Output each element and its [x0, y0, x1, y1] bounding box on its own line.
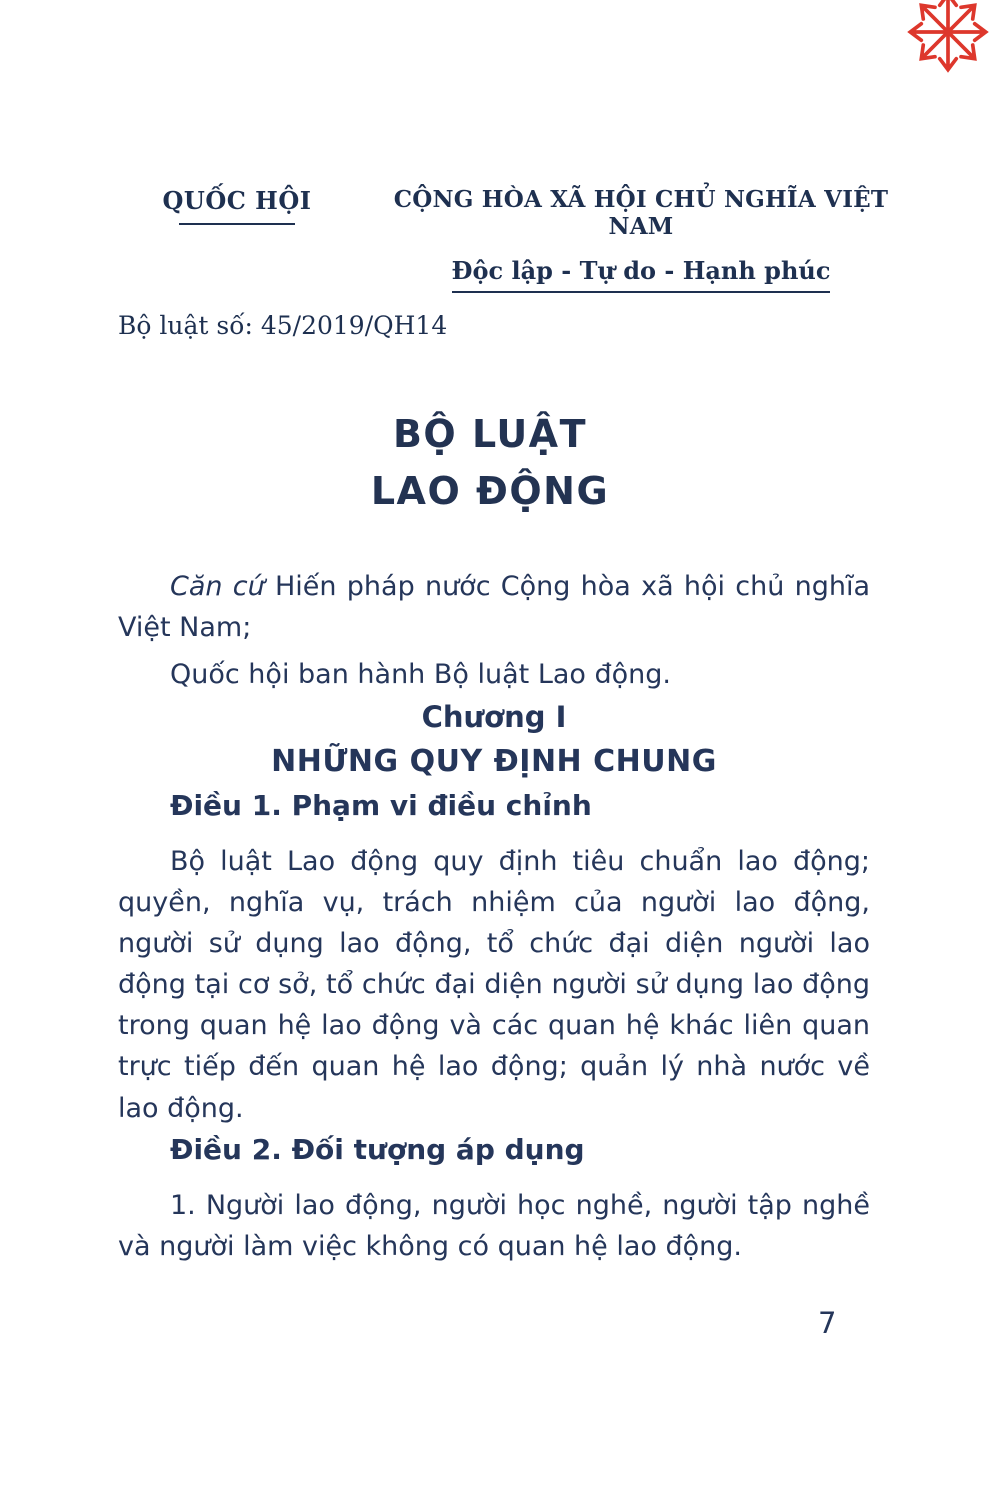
- national-block: [362, 186, 920, 293]
- article-1-heading: Điều 1. Phạm vi điều chỉnh: [170, 788, 592, 822]
- article-2-heading: Điều 2. Đối tượng áp dụng: [170, 1132, 585, 1166]
- national-motto: Độc lập - Tự do - Hạnh phúc: [452, 256, 831, 293]
- chapter-title: NHỮNG QUY ĐỊNH CHUNG: [271, 744, 717, 780]
- page-number: 7: [818, 1306, 837, 1340]
- issuer-block: [112, 186, 362, 293]
- law-number: Bộ luật số: 45/2019/QH14: [118, 311, 448, 340]
- chapter-label: Chương I: [421, 700, 567, 735]
- preamble-lead-italic: Căn cứ: [170, 571, 265, 602]
- publisher-logo-icon: [902, 0, 994, 78]
- document-title: [0, 406, 1000, 520]
- national-title: CỘNG HÒA XÃ HỘI CHỦ NGHĨA VIỆT NAM: [393, 186, 889, 240]
- preamble-line-1-rest: Hiến pháp nước Cộng hòa xã hội chủ nghĩa Việt Nam;: [118, 571, 870, 644]
- article-1-paragraph: Bộ luật Lao động quy định tiêu chuẩn lao động; quyền, nghĩa vụ, trách nhiệm của người lao động, người sử dụng lao động, tổ chức đại diện người lao động tại cơ sở, tổ chức đại diện người sử dụng lao động trong quan hệ lao động và các quan hệ khác liên quan trực tiếp đến quan hệ lao động; quản lý nhà nước về lao động.: [118, 846, 870, 1124]
- preamble: [118, 566, 870, 695]
- document-title-line1: BỘ LUẬT: [392, 412, 588, 456]
- preamble-line-1: [118, 566, 870, 648]
- document-header: [0, 0, 1000, 293]
- preamble-line-2: Quốc hội ban hành Bộ luật Lao động.: [170, 659, 672, 691]
- document-title-line2: LAO ĐỘNG: [370, 469, 610, 513]
- article-2-paragraph: 1. Người lao động, người học nghề, người tập nghề và người làm việc không có quan hệ lao động.: [118, 1190, 870, 1263]
- issuer-name: QUỐC HỘI: [162, 186, 312, 215]
- issuer-underline: [179, 223, 295, 225]
- document-body: [0, 566, 1000, 1267]
